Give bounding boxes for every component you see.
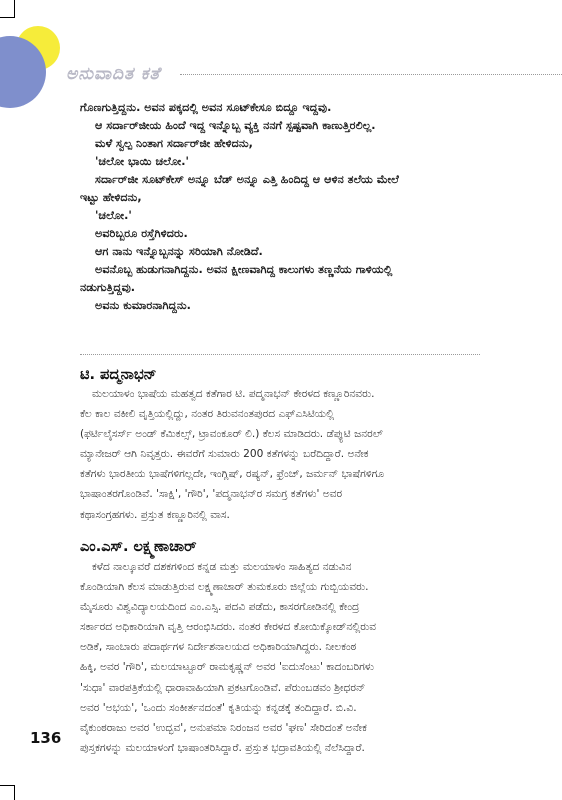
story-line: ಮಳೆ ಸ್ವಲ್ಪ ನಿಂತಾಗ ಸರ್ದಾರ್‌ಜೀ ಹೇಳಿದನು, [95,137,253,150]
bio-line: ಮಲಯಾಳಂ ಭಾಷೆಯ ಮಹತ್ವದ ಕತೆಗಾರ ಟಿ. ಪದ್ಮನಾಭನ್ ಕೇರಳದ ಕಣ್ಣೂರಿನವರು. [92,388,375,400]
story-line: ಅವರಿಬ್ಬರೂ ರಸ್ತೆಗಿಳಿದರು. [95,227,188,240]
bio-line: ಹಿಕ್ಕಿ, ಅವರ 'ಗೌರಿ', ಮಲಯಾಟ್ಟೂರ್ ರಾಮಕೃಷ್ಣನ್ ಅವರ 'ಐದುಸೆಂಟು' ಕಾದಂಬರಿಗಳು [80,661,374,674]
bio-line: ಅಡಿಕೆ, ಸಾಂಬಾರು ಪದಾರ್ಥಗಳ ನಿರ್ದೇಶನಾಲಯದ ಅಧಿಕಾರಿಯಾಗಿದ್ದರು. ನೀಲಕಂಠ [80,641,357,654]
crop-mark-bottom-v [14,785,15,800]
story-line: ನಡುಗುತ್ತಿದ್ದವು. [80,281,136,294]
section-dotted-rule [80,354,480,355]
story-line: ಇಟ್ಟು ಹೇಳಿದನು, [80,191,142,204]
decorative-circles [0,24,70,134]
bio-line: ಪುಸ್ತಕಗಳನ್ನು ಮಲಯಾಳಂಗೆ ಭಾಷಾಂತರಿಸಿದ್ದಾರೆ. ಪ್ರಸ್ತುತ ಭದ್ರಾವತಿಯಲ್ಲಿ ನೆಲೆಸಿದ್ದಾರೆ. [80,741,365,754]
header-dotted-rule [180,74,562,75]
bio-body-lakshmanachar [80,557,480,758]
bio-line: ಕೊಂಡಿಯಾಗಿ ಕೆಲಸ ಮಾಡುತ್ತಿರುವ ಲಕ್ಷ್ಮಣಾಚಾರ್ ತುಮಕೂರು ಜಿಲ್ಲೆಯ ಗುಬ್ಬಿಯವರು. [80,581,369,594]
bio-line: ಕಳೆದ ನಾಲ್ಕೂವರೆ ದಶಕಗಳಿಂದ ಕನ್ನಡ ಮತ್ತು ಮಲಯಾಳಂ ಸಾಹಿತ್ಯದ ನಡುವಿನ [92,561,352,573]
bio-line: (ಫರ್ಟಿಲೈಸರ್ಸ್ ಅಂಡ್ ಕೆಮಿಕಲ್ಸ್, ಟ್ರಾವಂಕೂರ್ ಲಿ.) ಕೆಲಸ ಮಾಡಿದರು. ಡೆಪ್ಯುಟಿ ಜನರಲ್ [80,428,383,441]
bio-line: ಕೆಲ ಕಾಲ ವಕೀಲಿ ವೃತ್ತಿಯಲ್ಲಿದ್ದು, ನಂತರ ತಿರುವನಂತಪುರದ ಎಫ್‌ಎಸಿಟಿಯಲ್ಲಿ [80,408,335,421]
bio-body-padmanabhan [80,384,480,525]
crop-mark-top-h [0,17,15,18]
bio-line: ಭಾಷಾಂತರಗೊಂಡಿವೆ. 'ಸಾಕ್ಷಿ', 'ಗೌರಿ', 'ಪದ್ಮನಾಭನ್‌ರ ಸಮಗ್ರ ಕತೆಗಳು' ಅವರ [80,488,343,501]
bio-line: ಮೈಸೂರು ವಿಶ್ವವಿದ್ಯಾಲಯದಿಂದ ಎಂ.ಎಸ್ಸಿ. ಪದವಿ ಪಡೆದು, ಕಾಸರಗೋಡಿನಲ್ಲಿ ಕೇಂದ್ರ [80,601,360,614]
page-number: 136 [30,729,62,747]
story-line: 'ಚಲೋ.' [95,209,132,222]
bio-line: ಕತೆಗಳು ಭಾರತೀಯ ಭಾಷೆಗಳಿಗಲ್ಲದೇ, ಇಂಗ್ಲಿಷ್, ರಷ್ಯನ್, ಫ್ರೆಂಚ್, ಜರ್ಮನ್ ಭಾಷೆಗಳಿಗೂ [80,468,385,481]
story-line: ಆ ಸರ್ದಾರ್‌ಜೀಯ ಹಿಂದೆ ಇದ್ದ ಇನ್ನೊಬ್ಬ ವ್ಯಕ್ತಿ ನನಗೆ ಸ್ಪಷ್ಟವಾಗಿ ಕಾಣುತ್ತಿರಲಿಲ್ಲ. [95,119,376,132]
crop-mark-bottom-h [0,785,15,786]
story-line: ಸರ್ದಾರ್‌ಜೀ ಸೂಟ್‍ಕೇಸ್ ಅನ್ನೂ ಬೆಡ್ ಅನ್ನೂ ಎತ್ತಿ ಹಿಂದಿದ್ದ ಆ ಆಳಿನ ತಲೆಯ ಮೇಲೆ [95,173,399,186]
story-line: 'ಚಲೋ ಭಾಯಿ ಚಲೋ.' [95,155,189,168]
story-line: ಆಗ ನಾನು ಇನ್ನೊಬ್ಬನನ್ನು ಸರಿಯಾಗಿ ನೋಡಿದೆ. [95,245,263,258]
bio-line: ಮ್ಯಾನೇಜರ್ ಆಗಿ ನಿವೃತ್ತರು. ಈವರೆಗೆ ಸುಮಾರು 200 ಕತೆಗಳನ್ನು ಬರೆದಿದ್ದಾರೆ. ಅನೇಕ [80,448,369,461]
bio-line: 'ಸುಧಾ' ವಾರಪತ್ರಿಕೆಯಲ್ಲಿ ಧಾರಾವಾಹಿಯಾಗಿ ಪ್ರಕಟಗೊಂಡಿವೆ. ಪೆರುಂಬಡವಂ ಶ್ರೀಧರನ್ [80,681,366,694]
story-line: ಅವನೊಬ್ಬ ಹುಡುಗನಾಗಿದ್ದನು. ಅವನ ಕ್ಷೀಣವಾಗಿದ್ದ ಕಾಲುಗಳು ತಣ್ಣನೆಯ ಗಾಳಿಯಲ್ಲಿ [95,263,393,276]
bio-title-lakshmanachar: ಎಂ.ಎಸ್. ಲಕ್ಷ್ಮಣಾಚಾರ್ [80,539,197,555]
story-line: ಅವನು ಕುಮಾರನಾಗಿದ್ದನು. [95,299,191,312]
bio-line: ಅವರ 'ಅಭಯ', 'ಒಂದು ಸಂಕೀರ್ತನದಂತೆ' ಕೃತಿಯನ್ನು ಕನ್ನಡಕ್ಕೆ ತಂದಿದ್ದಾರೆ. ಬಿ.ವಿ. [80,701,357,714]
crop-mark-top-v [14,0,15,18]
bio-line: ಕಥಾಸಂಗ್ರಹಗಳು. ಪ್ರಸ್ತುತ ಕಣ್ಣೂರಿನಲ್ಲಿ ವಾಸ. [80,508,230,521]
story-text [80,99,480,315]
section-header-title: ಅನುವಾದಿತ ಕತೆ [66,64,161,84]
story-line: ಗೊಣಗುತ್ತಿದ್ದನು. ಅವನ ಪಕ್ಕದಲ್ಲಿ ಅವನ ಸೂಟ್‍ಕೇಸೂ ಬಿದ್ದೂ ಇದ್ದವು. [80,101,332,114]
bio-title-padmanabhan: ಟಿ. ಪದ್ಮನಾಭನ್ [80,367,157,383]
bio-line: ವೈಕುಂಠರಾಜು ಅವರ 'ಉದ್ಭವ', ಅನುಪಮಾ ನಿರಂಜನ ಅವರ 'ಘಣ' ಸೇರಿದಂತೆ ಅನೇಕ [80,721,367,734]
bio-line: ಸರ್ಕಾರದ ಅಧಿಕಾರಿಯಾಗಿ ವೃತ್ತಿ ಆರಂಭಿಸಿದರು. ನಂತರ ಕೇರಳದ ಕೋಯಿಕ್ಕೋಡ್‌ನಲ್ಲಿರುವ [80,621,377,634]
